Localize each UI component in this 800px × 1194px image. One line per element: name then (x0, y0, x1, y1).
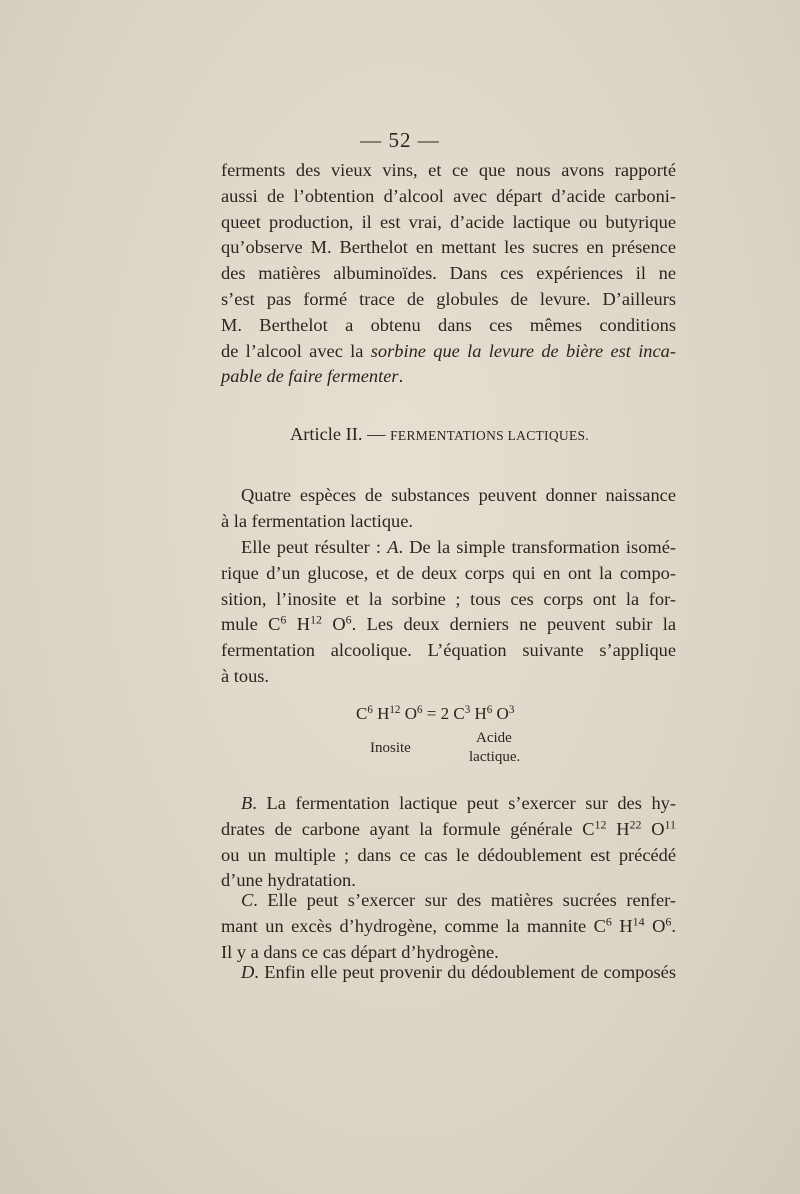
text-fragment: mule C (221, 614, 281, 635)
text-line: qu’observe M. Berthelot en mettant les sucres en présence (221, 237, 676, 258)
superscript: 6 (280, 612, 287, 627)
superscript: 3 (508, 703, 515, 716)
element-symbol: O (492, 704, 509, 723)
text-line: ferments des vieux vins, et ce que nous avons rapporté (221, 160, 676, 180)
text-line: s’est pas formé trace de globules de levure. D’ailleurs (221, 288, 676, 309)
enumeration-letter: C (241, 890, 254, 910)
text-line: des matières albuminoïdes. Dans ces expériences il ne (221, 263, 676, 284)
text-line: à tous. (221, 665, 270, 686)
text-line: M. Berthelot a obtenu dans ces mêmes conditions (221, 314, 676, 335)
text-line: rique d’un glucose, et de deux corps qui en ont la compo- (221, 562, 676, 583)
text-fragment: drates de carbone ayant la formule générale C (221, 818, 595, 839)
equation-label-lactique: lactique. (469, 749, 521, 765)
text-line (221, 914, 676, 940)
formula-left (356, 704, 423, 723)
text-fragment: O (322, 614, 346, 635)
text-fragment: H (286, 614, 311, 635)
article-dash: — (362, 424, 391, 444)
text-line: queet production, il est vrai, d’acide lactique ou butyrique (221, 211, 676, 232)
paragraph-4 (221, 791, 676, 894)
enumeration-letter: B (241, 793, 253, 813)
text-fragment: O (641, 818, 665, 839)
element-symbol: 2 C (440, 704, 465, 723)
text-fragment: . (671, 915, 676, 936)
text-line: fermentation alcoolique. L’équation suivante s’applique (221, 640, 676, 661)
superscript: 3 (464, 703, 471, 716)
text-line: d’une hydratation. (221, 870, 356, 891)
text-fragment: de l’alcool avec la (221, 340, 371, 361)
page-number: — 52 — (360, 128, 440, 152)
text-line (221, 364, 676, 390)
text-fragment: . De la simple transformation isomé- (398, 537, 676, 557)
text-line (221, 888, 676, 914)
article-title: FERMENTATIONS LACTIQUES. (390, 428, 589, 443)
text-fragment: . Les deux derniers ne peuvent subir la (351, 614, 676, 635)
element-symbol: H (372, 704, 390, 723)
italic-text: pable de faire fermenter (221, 366, 399, 387)
text-fragment: H (611, 915, 633, 936)
text-fragment: mant un excès d’hydrogène, comme la mannite C (221, 915, 606, 936)
superscript: 12 (310, 612, 323, 627)
formula-right (441, 704, 515, 723)
equals-sign: = (422, 704, 441, 723)
enumeration-letter: A (387, 537, 399, 557)
text-line (221, 535, 676, 561)
article-label: Article II. (290, 424, 363, 444)
paragraph-1 (221, 158, 676, 390)
text-line: à la fermentation lactique. (221, 510, 413, 531)
superscript: 12 (389, 703, 401, 716)
element-symbol: C (356, 704, 368, 723)
text-line: Il y a dans ce cas départ d’hydrogène. (221, 941, 499, 962)
superscript: 6 (367, 703, 373, 716)
enumeration-letter: D (241, 962, 255, 982)
superscript: 6 (345, 612, 352, 627)
superscript: 11 (664, 817, 676, 832)
text-line: sition, l’inosite et la sorbine ; tous ces corps ont la for- (221, 588, 676, 609)
element-symbol: H (470, 704, 487, 723)
element-symbol: O (400, 704, 417, 723)
text-line (221, 960, 676, 986)
superscript: 6 (605, 914, 612, 929)
italic-text: sorbine que la levure de bière est inca- (370, 340, 676, 361)
text-fragment: Elle peut résulter : (241, 537, 388, 557)
paragraph-3 (221, 535, 676, 690)
text-line: Quatre espèces de substances peuvent donner naissance (241, 485, 676, 505)
superscript: 22 (629, 817, 642, 832)
text-line (221, 339, 676, 365)
equation-label-inosite: Inosite (370, 740, 411, 756)
text-line (221, 612, 676, 638)
superscript: 6 (416, 703, 423, 716)
text-line (221, 791, 676, 817)
superscript: 6 (665, 914, 672, 929)
text-fragment: . La fermentation lactique peut s’exercer sur des hy- (252, 793, 676, 813)
text-line (221, 817, 676, 843)
paragraph-6 (221, 960, 676, 986)
text-line: ou un multiple ; dans ce cas le dédoublement est précédé (221, 844, 676, 865)
equation-label-acide: Acide (476, 730, 512, 746)
chemical-equation (356, 704, 514, 724)
superscript: 14 (632, 914, 645, 929)
paragraph-5 (221, 888, 676, 965)
article-heading (290, 424, 589, 445)
superscript: 6 (486, 703, 493, 716)
text-fragment: . (398, 366, 404, 387)
text-fragment: H (606, 818, 630, 839)
paragraph-2 (221, 483, 676, 535)
text-fragment: . Enfin elle peut provenir du dédoublement de composés (254, 962, 676, 982)
text-fragment: O (644, 915, 666, 936)
superscript: 12 (594, 817, 607, 832)
text-line: aussi de l’obtention d’alcool avec départ d’acide carboni- (221, 185, 676, 206)
text-fragment: . Elle peut s’exercer sur des matières sucrées renfer- (253, 890, 676, 910)
